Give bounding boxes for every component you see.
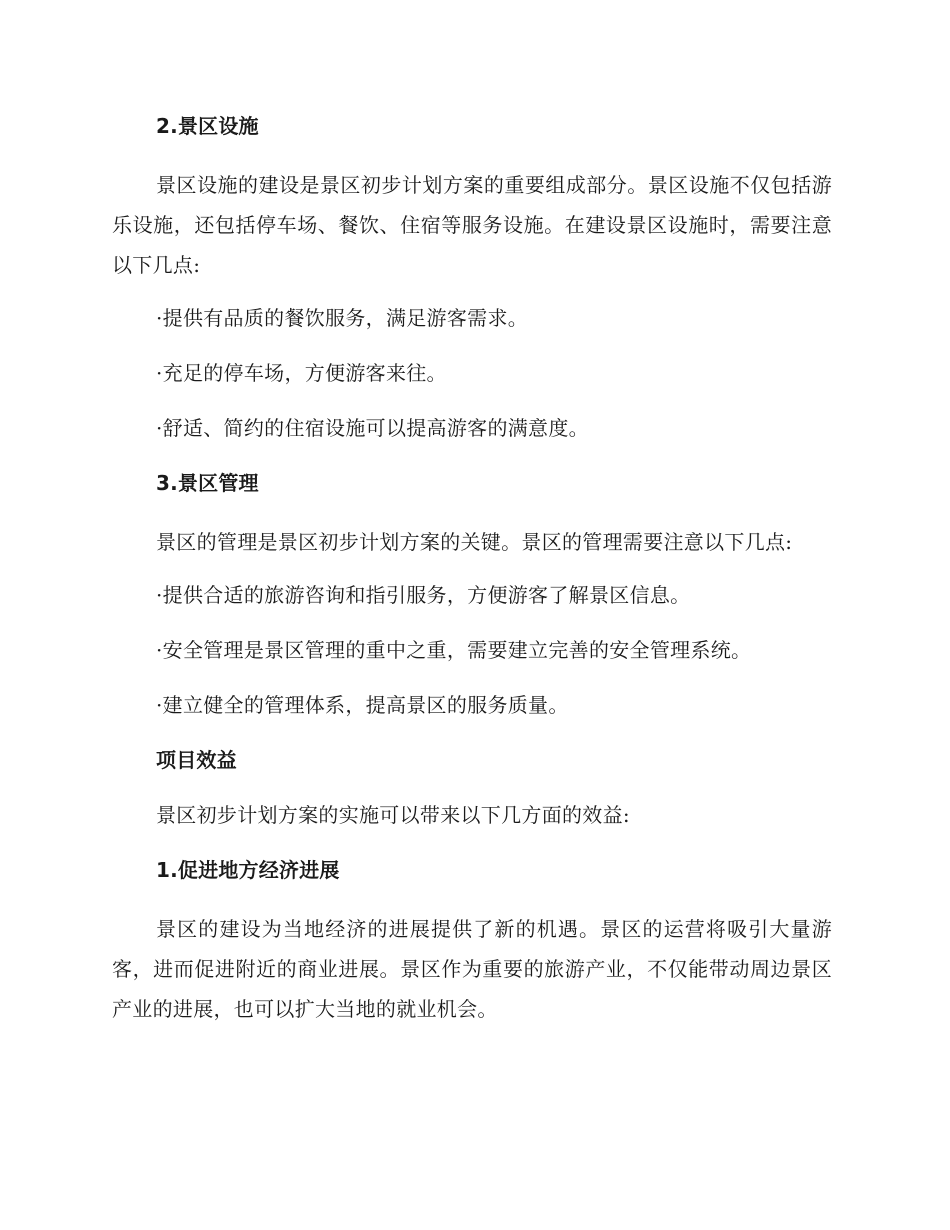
section-heading-benefits: 项目效益 — [156, 748, 237, 772]
paragraph-economy-body: 景区的建设为当地经济的进展提供了新的机遇。景区的运营将吸引大量游客，进而促进附近的商业进展。景区作为重要的旅游产业，不仅能带动周边景区产业的进展，也可以扩大当地的就业机会。 — [112, 917, 832, 1021]
paragraph-management-intro: 景区的管理是景区初步计划方案的关键。景区的管理需要注意以下几点: — [156, 530, 793, 554]
bullet-item: ·充足的停车场，方便游客来往。 — [156, 361, 447, 385]
paragraph-benefits-intro: 景区初步计划方案的实施可以带来以下几方面的效益: — [156, 803, 630, 827]
bullet-item: ·舒适、简约的住宿设施可以提高游客的满意度。 — [156, 416, 589, 440]
paragraph-facilities-intro: 景区设施的建设是景区初步计划方案的重要组成部分。景区设施不仅包括游乐设施，还包括停车场、餐饮、住宿等服务设施。在建设景区设施时，需要注意以下几点: — [112, 173, 832, 277]
bullet-item: ·建立健全的管理体系，提高景区的服务质量。 — [156, 693, 569, 717]
bullet-item: ·提供合适的旅游咨询和指引服务，方便游客了解景区信息。 — [156, 583, 691, 607]
section-heading-management: 3.景区管理 — [156, 471, 259, 495]
bullet-item: ·提供有品质的餐饮服务，满足游客需求。 — [156, 306, 529, 330]
section-heading-facilities: 2.景区设施 — [156, 114, 259, 138]
section-heading-economy: 1.促进地方经济进展 — [156, 858, 340, 882]
bullet-item: ·安全管理是景区管理的重中之重，需要建立完善的安全管理系统。 — [156, 638, 752, 662]
